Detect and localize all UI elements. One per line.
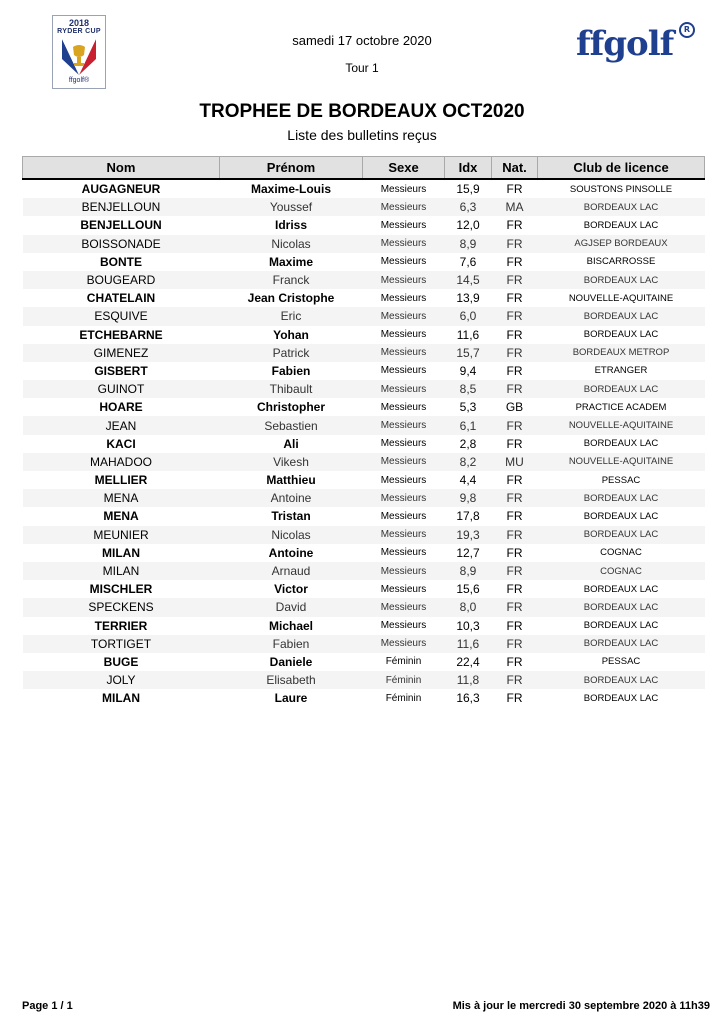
cell-club: COGNAC	[538, 562, 705, 580]
cell-idx: 14,5	[445, 271, 492, 289]
table-row	[23, 253, 705, 271]
table-row	[23, 689, 705, 707]
cell-nom: HOARE	[99, 400, 143, 415]
entries-table	[22, 156, 705, 707]
cell-sexe: Messieurs	[380, 474, 427, 486]
cell-idx: 4,4	[459, 473, 477, 488]
cell-club: PESSAC	[601, 474, 641, 486]
cell-club: BORDEAUX LAC	[538, 489, 705, 507]
cell-nat: MU	[492, 453, 538, 471]
cell-idx: 11,8	[445, 671, 492, 689]
cell-sexe: Messieurs	[380, 547, 427, 559]
table-row	[23, 471, 705, 489]
cell-sexe: Messieurs	[380, 401, 427, 413]
cell-nat: FR	[492, 671, 538, 689]
cell-idx: 6,1	[445, 416, 492, 434]
table-row	[23, 671, 705, 689]
table-row	[23, 435, 705, 453]
cell-sexe: Messieurs	[363, 235, 445, 253]
cell-club: NOUVELLE-AQUITAINE	[538, 416, 705, 434]
cell-prenom: Nicolas	[220, 526, 363, 544]
cell-nat: MA	[492, 198, 538, 216]
cell-nom: MENA	[103, 509, 139, 524]
cell-prenom: Victor	[274, 582, 308, 597]
cell-nom: TERRIER	[94, 618, 148, 633]
cell-sexe: Féminin	[385, 656, 422, 668]
cell-nom: BOUGEARD	[23, 271, 220, 289]
cell-nom: AUGAGNEUR	[81, 182, 161, 197]
cell-sexe: Messieurs	[363, 380, 445, 398]
cell-nom: GISBERT	[94, 363, 148, 378]
cell-prenom: Fabien	[220, 635, 363, 653]
cell-nat: FR	[506, 182, 523, 197]
table-row	[23, 507, 705, 525]
cell-nat: FR	[506, 254, 523, 269]
cell-idx: 11,6	[445, 635, 492, 653]
cell-nom: MISCHLER	[89, 582, 153, 597]
cell-nat: FR	[506, 545, 523, 560]
cell-sexe: Messieurs	[380, 219, 427, 231]
cell-sexe: Messieurs	[363, 307, 445, 325]
cell-sexe: Messieurs	[363, 489, 445, 507]
cell-club: BORDEAUX LAC	[538, 271, 705, 289]
cell-prenom: Antoine	[268, 545, 314, 560]
cell-nat: FR	[492, 416, 538, 434]
cell-idx: 9,8	[445, 489, 492, 507]
cell-club: BORDEAUX LAC	[538, 307, 705, 325]
ryder-cup-year: 2018	[68, 18, 90, 28]
cell-nat: FR	[492, 635, 538, 653]
cell-club: NOUVELLE-AQUITAINE	[538, 453, 705, 471]
cell-club: AGJSEP BORDEAUX	[538, 235, 705, 253]
cell-nat: FR	[506, 363, 523, 378]
cell-nom: BENJELLOUN	[23, 198, 220, 216]
cell-nom: TORTIGET	[23, 635, 220, 653]
cell-sexe: Messieurs	[363, 198, 445, 216]
cell-idx: 8,0	[445, 598, 492, 616]
cell-club: BORDEAUX METROP	[538, 344, 705, 362]
column-header-prenom: Prénom	[220, 157, 363, 180]
cell-prenom: Daniele	[269, 654, 313, 669]
cell-club: BORDEAUX LAC	[538, 635, 705, 653]
cell-prenom: Maxime-Louis	[250, 182, 331, 197]
cell-club: BORDEAUX LAC	[583, 438, 659, 450]
cell-sexe: Messieurs	[363, 598, 445, 616]
cell-prenom: Nicolas	[220, 235, 363, 253]
cell-nom: MAHADOO	[23, 453, 220, 471]
cell-nom: SPECKENS	[23, 598, 220, 616]
cell-sexe: Féminin	[385, 692, 422, 704]
cell-idx: 8,9	[445, 562, 492, 580]
table-row	[23, 562, 705, 580]
ryder-cup-name: RYDER CUP	[57, 28, 101, 35]
cell-prenom: Ali	[283, 436, 299, 451]
cell-idx: 8,2	[445, 453, 492, 471]
cell-idx: 13,9	[456, 291, 480, 306]
cell-club: BORDEAUX LAC	[583, 510, 659, 522]
column-header-nom: Nom	[23, 157, 220, 180]
cell-club: BORDEAUX LAC	[538, 380, 705, 398]
cell-nom: MILAN	[102, 545, 140, 560]
footer-update-timestamp: Mis à jour le mercredi 30 septembre 2020 à 11h39	[452, 1000, 710, 1012]
cell-prenom: Christopher	[256, 400, 325, 415]
cell-prenom: Vikesh	[220, 453, 363, 471]
cell-nat: FR	[506, 691, 523, 706]
cell-prenom: Youssef	[220, 198, 363, 216]
cell-nat: FR	[506, 582, 523, 597]
cell-nat: FR	[492, 380, 538, 398]
cell-nat: FR	[492, 562, 538, 580]
cell-nom: BOISSONADE	[23, 235, 220, 253]
cell-nat: FR	[506, 618, 523, 633]
cell-idx: 6,0	[445, 307, 492, 325]
cell-nom: JOLY	[23, 671, 220, 689]
cell-nat: FR	[506, 291, 523, 306]
table-row	[23, 216, 705, 234]
cell-prenom: Antoine	[220, 489, 363, 507]
cell-sexe: Messieurs	[380, 256, 427, 268]
table-row	[23, 271, 705, 289]
cell-sexe: Messieurs	[363, 635, 445, 653]
cell-club: BORDEAUX LAC	[583, 219, 659, 231]
cell-nom: MENA	[23, 489, 220, 507]
cell-nat: FR	[506, 436, 523, 451]
registered-icon: R	[679, 22, 695, 38]
cell-prenom: Patrick	[220, 344, 363, 362]
table-row	[23, 179, 705, 198]
table-row	[23, 598, 705, 616]
cell-idx: 8,9	[445, 235, 492, 253]
cell-prenom: Michael	[268, 618, 313, 633]
page-subtitle: Liste des bulletins reçus	[287, 127, 437, 143]
cell-idx: 16,3	[456, 691, 480, 706]
cell-idx: 15,9	[456, 182, 480, 197]
cell-nom: MEUNIER	[23, 526, 220, 544]
cell-prenom: Eric	[220, 307, 363, 325]
cell-idx: 15,7	[445, 344, 492, 362]
cell-sexe: Messieurs	[380, 329, 427, 341]
cell-sexe: Messieurs	[363, 453, 445, 471]
cell-sexe: Messieurs	[380, 620, 427, 632]
cell-club: BISCARROSSE	[586, 256, 656, 268]
cell-nat: FR	[506, 473, 523, 488]
header-round: Tour 1	[345, 61, 379, 75]
cell-club: BORDEAUX LAC	[538, 526, 705, 544]
cell-idx: 10,3	[456, 618, 480, 633]
cell-club: NOUVELLE-AQUITAINE	[568, 292, 674, 304]
cell-nat: FR	[492, 489, 538, 507]
cell-nat: GB	[505, 400, 524, 415]
table-row	[23, 580, 705, 598]
cell-prenom: David	[220, 598, 363, 616]
table-row	[23, 235, 705, 253]
cell-prenom: Yohan	[273, 327, 309, 342]
cell-prenom: Maxime	[268, 254, 314, 269]
cell-nat: FR	[492, 235, 538, 253]
cell-sexe: Messieurs	[363, 526, 445, 544]
cell-idx: 12,0	[456, 218, 480, 233]
cell-idx: 5,3	[459, 400, 477, 415]
cell-prenom: Arnaud	[220, 562, 363, 580]
header-date: samedi 17 octobre 2020	[292, 33, 432, 48]
table-row	[23, 526, 705, 544]
cell-club: BORDEAUX LAC	[583, 329, 659, 341]
page-title: TROPHEE DE BORDEAUX OCT2020	[199, 101, 525, 122]
table-row	[23, 617, 705, 635]
cell-nat: FR	[492, 526, 538, 544]
footer-page-number: Page 1 / 1	[22, 1000, 73, 1012]
cell-idx: 11,6	[456, 327, 480, 342]
cell-idx: 8,5	[445, 380, 492, 398]
table-row	[23, 344, 705, 362]
cell-idx: 7,6	[459, 254, 477, 269]
column-header-idx: Idx	[445, 157, 492, 180]
cell-club: BORDEAUX LAC	[538, 671, 705, 689]
cell-club: PESSAC	[601, 656, 641, 668]
ffgolf-logo	[576, 24, 691, 64]
cell-idx: 12,7	[456, 545, 480, 560]
cell-nom: MILAN	[23, 562, 220, 580]
cell-nat: FR	[492, 344, 538, 362]
table-row	[23, 398, 705, 416]
cell-nom: ESQUIVE	[23, 307, 220, 325]
table-row	[23, 289, 705, 307]
cell-club: ETRANGER	[594, 365, 648, 377]
column-header-sexe: Sexe	[363, 157, 445, 180]
cell-nat: FR	[506, 218, 523, 233]
table-row	[23, 326, 705, 344]
cell-club: BORDEAUX LAC	[583, 692, 659, 704]
table-body	[23, 179, 705, 707]
table-header-row	[23, 157, 705, 180]
table-row	[23, 635, 705, 653]
cell-sexe: Messieurs	[380, 365, 427, 377]
cell-prenom: Tristan	[271, 509, 311, 524]
table-row	[23, 416, 705, 434]
cell-nat: FR	[492, 307, 538, 325]
cell-idx: 19,3	[445, 526, 492, 544]
cell-idx: 22,4	[456, 654, 480, 669]
cell-club: COGNAC	[600, 547, 642, 559]
cell-nom: ETCHEBARNE	[79, 327, 163, 342]
cell-idx: 2,8	[459, 436, 477, 451]
cell-sexe: Messieurs	[380, 183, 427, 195]
cell-nat: FR	[492, 598, 538, 616]
table-row	[23, 198, 705, 216]
cell-prenom: Fabien	[271, 363, 311, 378]
cell-idx: 9,4	[459, 363, 477, 378]
cell-prenom: Thibault	[220, 380, 363, 398]
column-header-nat: Nat.	[492, 157, 538, 180]
cell-sexe: Messieurs	[363, 344, 445, 362]
cell-sexe: Féminin	[363, 671, 445, 689]
cell-prenom: Laure	[274, 691, 308, 706]
cell-nom: BENJELLOUN	[80, 218, 162, 233]
table-row	[23, 380, 705, 398]
cell-nom: CHATELAIN	[86, 291, 156, 306]
cell-nom: BUGE	[103, 654, 139, 669]
cell-club: BORDEAUX LAC	[583, 620, 659, 632]
cell-prenom: Matthieu	[266, 473, 316, 488]
table-row	[23, 453, 705, 471]
cell-nat: FR	[492, 271, 538, 289]
cell-nom: MELLIER	[94, 473, 148, 488]
cell-nom: GIMENEZ	[23, 344, 220, 362]
cell-prenom: Idriss	[274, 218, 307, 233]
cell-sexe: Messieurs	[363, 416, 445, 434]
cell-prenom: Jean Cristophe	[247, 291, 335, 306]
cell-nat: FR	[506, 509, 523, 524]
column-header-club: Club de licence	[538, 157, 705, 180]
ryder-cup-ffgolf-text: ffgolf®	[68, 77, 90, 84]
table-row	[23, 544, 705, 562]
cell-sexe: Messieurs	[363, 562, 445, 580]
cell-idx: 17,8	[456, 509, 480, 524]
cell-club: SOUSTONS PINSOLLE	[569, 183, 673, 195]
cell-nom: JEAN	[23, 416, 220, 434]
cell-prenom: Elisabeth	[220, 671, 363, 689]
cell-sexe: Messieurs	[380, 292, 427, 304]
cell-nom: BONTE	[100, 254, 142, 269]
cell-club: BORDEAUX LAC	[583, 583, 659, 595]
cell-nat: FR	[506, 327, 523, 342]
cell-idx: 15,6	[456, 582, 480, 597]
cell-club: PRACTICE ACADEM	[575, 401, 667, 413]
cell-sexe: Messieurs	[380, 438, 427, 450]
cell-nom: GUINOT	[23, 380, 220, 398]
cell-nat: FR	[506, 654, 523, 669]
table-row	[23, 307, 705, 325]
cell-idx: 6,3	[445, 198, 492, 216]
cell-nom: MILAN	[102, 691, 140, 706]
table-row	[23, 653, 705, 671]
cell-club: BORDEAUX LAC	[538, 198, 705, 216]
ryder-cup-logo	[52, 15, 106, 89]
cell-sexe: Messieurs	[363, 271, 445, 289]
cell-prenom: Sebastien	[220, 416, 363, 434]
cell-sexe: Messieurs	[380, 583, 427, 595]
ffgolf-logo-text: ffgolf	[576, 24, 674, 64]
cell-prenom: Franck	[220, 271, 363, 289]
table-row	[23, 489, 705, 507]
cell-sexe: Messieurs	[380, 510, 427, 522]
cell-club: BORDEAUX LAC	[538, 598, 705, 616]
table-row	[23, 362, 705, 380]
cell-nom: KACI	[106, 436, 136, 451]
